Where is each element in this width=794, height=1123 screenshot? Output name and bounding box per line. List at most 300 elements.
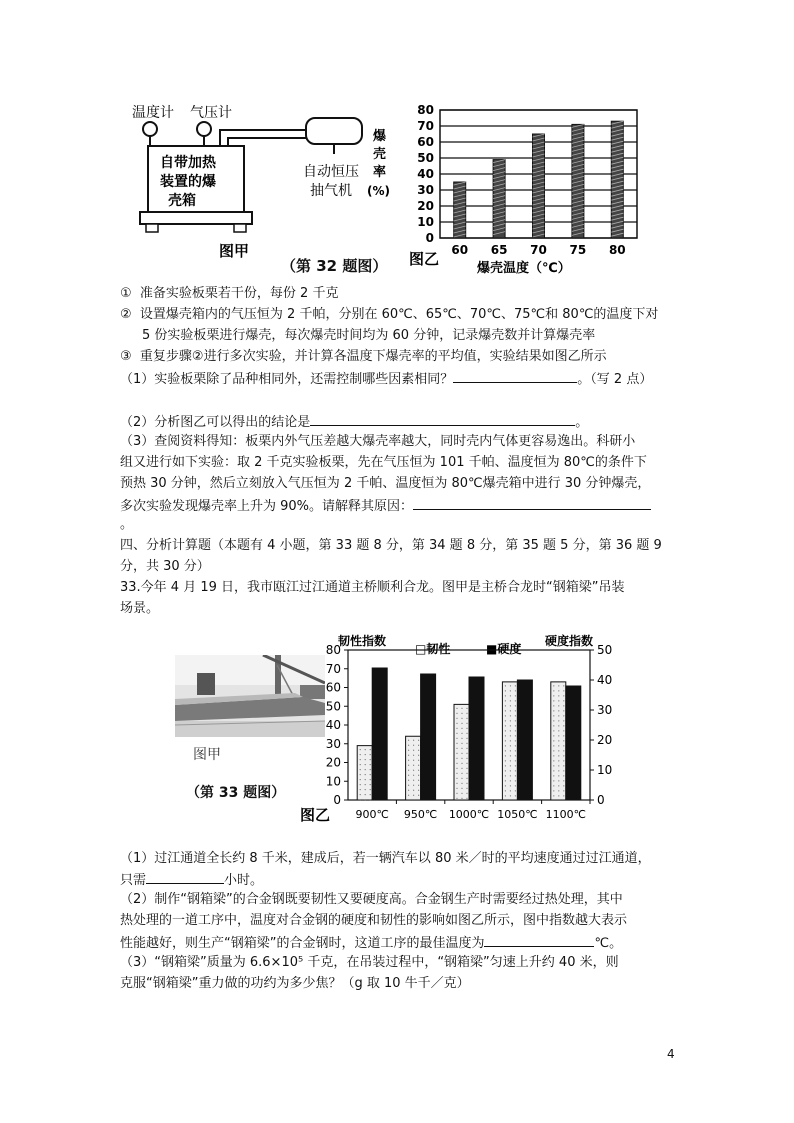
bar-dot <box>553 785 554 786</box>
bar-dot <box>418 740 419 741</box>
bar-dot <box>456 778 457 779</box>
bar-dot <box>510 685 511 686</box>
bar-dot <box>505 685 506 686</box>
bar-dot <box>558 725 559 726</box>
right-tick-label: 10 <box>597 763 613 777</box>
bar-dot <box>510 780 511 781</box>
hardness-bar <box>372 668 387 800</box>
bar-dot <box>370 764 371 765</box>
bar-dot <box>505 690 506 691</box>
bar-dot <box>370 749 371 750</box>
bar-dot <box>563 790 564 791</box>
bar-dot <box>408 775 409 776</box>
bar-dot <box>461 788 462 789</box>
bar-dot <box>563 725 564 726</box>
bar-dot <box>418 750 419 751</box>
bar-dot <box>515 720 516 721</box>
bar-dot <box>418 775 419 776</box>
bar-dot <box>466 718 467 719</box>
bar-dot <box>360 799 361 800</box>
ylabel-group <box>367 128 390 198</box>
bar-dot <box>461 758 462 759</box>
bar-dot <box>461 748 462 749</box>
thermometer-label: 温度计 <box>132 105 174 121</box>
bar-dot <box>408 795 409 796</box>
q33-intro-l2: 场景。 <box>120 601 160 616</box>
bar-dot <box>515 780 516 781</box>
bar-dot <box>563 750 564 751</box>
bar-dot <box>461 778 462 779</box>
bar-dot <box>505 760 506 761</box>
q32-sub3-l1: （3）查阅资料得知：板栗内外气压差越大爆壳率越大，同时壳内气体更容易逸出。科研小 <box>120 434 636 449</box>
bar-dot <box>370 769 371 770</box>
ylabel-char-2: 壳 <box>373 147 387 162</box>
q33-sub2-l3: 性能越好，则生产“钢箱梁”的合金钢时，这道工序的最佳温度为 ℃。 <box>120 933 622 953</box>
svg-text:装置的爆: 装置的爆 <box>160 174 216 190</box>
chart33-fig-label: 图乙 <box>300 806 331 824</box>
bar-dot <box>466 778 467 779</box>
bar-dot <box>461 793 462 794</box>
bar-dot <box>553 770 554 771</box>
bar-dot <box>466 723 467 724</box>
chart-temperature-effect <box>298 632 628 832</box>
bar-dot <box>413 755 414 756</box>
bar-dot <box>418 785 419 786</box>
bar-dot <box>558 755 559 756</box>
bar-dot <box>563 795 564 796</box>
y-tick-label: 20 <box>417 199 434 213</box>
answer-blank-2[interactable] <box>310 412 575 426</box>
bar-dot <box>413 790 414 791</box>
barometer-label: 气压计 <box>190 105 232 121</box>
q33-sub3-l1: （3）“钢箱梁”质量为 6.6×10⁵ 千克，在吊装过程中，“钢箱梁”匀速上升约 40 米，则 <box>120 955 619 970</box>
bar-dot <box>553 760 554 761</box>
bar-dot <box>553 750 554 751</box>
x-tick-label: 80 <box>608 243 626 257</box>
bar-dot <box>466 793 467 794</box>
bar-dot <box>365 799 366 800</box>
bar-dot <box>365 754 366 755</box>
bar-dot <box>510 730 511 731</box>
y-tick-label: 0 <box>425 231 434 245</box>
bar-dot <box>563 775 564 776</box>
bar-dot <box>558 710 559 711</box>
bar-dot <box>515 765 516 766</box>
bar-dot <box>456 713 457 714</box>
bar-dot <box>515 685 516 686</box>
bar-dot <box>563 685 564 686</box>
bar-dot <box>505 780 506 781</box>
bar-dot <box>515 770 516 771</box>
bar-dot <box>461 708 462 709</box>
left-tick-label: 30 <box>325 736 341 751</box>
fig-label-jia: 图甲 <box>219 242 250 260</box>
left-tick-label: 0 <box>333 793 341 807</box>
bar-dot <box>558 775 559 776</box>
bar-dot <box>553 725 554 726</box>
bar-dot <box>456 788 457 789</box>
bar-dot <box>505 770 506 771</box>
bar-dot <box>505 745 506 746</box>
bar-dot <box>558 735 559 736</box>
bar-dot <box>413 765 414 766</box>
thermometer-icon <box>143 122 157 136</box>
left-tick-label: 10 <box>325 774 341 789</box>
bar-dot <box>456 758 457 759</box>
answer-blank-4[interactable] <box>146 870 224 884</box>
bar-dot <box>360 794 361 795</box>
bar-dot <box>515 775 516 776</box>
bar-dot <box>505 790 506 791</box>
y-tick-label: 80 <box>417 103 434 117</box>
pump-tank <box>306 118 362 144</box>
bar-dot <box>558 765 559 766</box>
bar-dot <box>553 710 554 711</box>
bar-dot <box>456 733 457 734</box>
bar-dot <box>563 780 564 781</box>
bar-dot <box>360 754 361 755</box>
bar-dot <box>558 740 559 741</box>
bar-dot <box>510 740 511 741</box>
bar-dot <box>563 695 564 696</box>
q32-sub3-l2: 组又进行如下实验：取 2 千克实验板栗，先在气压恒为 101 千帕、温度恒为 80℃的条件下 <box>120 455 647 470</box>
bar-dot <box>365 794 366 795</box>
bar-dot <box>515 760 516 761</box>
bar-dot <box>461 743 462 744</box>
bar-dot <box>370 784 371 785</box>
bar-dot <box>461 713 462 714</box>
bar-dot <box>413 770 414 771</box>
bar-dot <box>510 775 511 776</box>
bar-dot <box>365 759 366 760</box>
bar-dot <box>370 774 371 775</box>
bar-dot <box>461 723 462 724</box>
bar-dot <box>461 753 462 754</box>
x-tick-label: 1000℃ <box>448 808 490 821</box>
bar-dot <box>553 720 554 721</box>
bar-dot <box>466 763 467 764</box>
bar-dot <box>505 735 506 736</box>
svg-text:抽气机: 抽气机 <box>310 183 352 199</box>
bar-dot <box>510 690 511 691</box>
bar-dot <box>515 790 516 791</box>
bar-dot <box>510 695 511 696</box>
box-base <box>140 212 252 224</box>
bar-dot <box>408 790 409 791</box>
answer-blank-3[interactable] <box>413 496 651 510</box>
bar-dot <box>553 730 554 731</box>
bar-dot <box>456 743 457 744</box>
bar-dot <box>505 710 506 711</box>
bar-dot <box>456 783 457 784</box>
bar-dot <box>365 789 366 790</box>
bar-dot <box>505 725 506 726</box>
bar-dot <box>515 705 516 706</box>
bar-dot <box>563 700 564 701</box>
bar-dot <box>558 705 559 706</box>
x-tick-label: 1100℃ <box>545 808 586 821</box>
bar-dot <box>553 745 554 746</box>
bar-dot <box>558 785 559 786</box>
bar-dot <box>558 685 559 686</box>
bar-dot <box>563 785 564 786</box>
bar-dot <box>418 780 419 781</box>
bar-dot <box>461 738 462 739</box>
bar-dot <box>515 795 516 796</box>
bar-dot <box>515 740 516 741</box>
bar-dot <box>558 720 559 721</box>
bar-dot <box>360 789 361 790</box>
right-tick-label: 30 <box>597 703 613 717</box>
q32-sub3-end: 。 <box>120 517 134 532</box>
legend-toughness: □韧性 <box>415 642 451 656</box>
bar-dot <box>456 768 457 769</box>
q33-sub2-l2: 热处理的一道工序中，温度对合金钢的硬度和韧性的影响如图乙所示，图中指数越大表示 <box>120 913 628 928</box>
bar-dot <box>558 690 559 691</box>
bar-dot <box>558 700 559 701</box>
bar-dot <box>413 785 414 786</box>
y-tick-label: 40 <box>417 167 434 181</box>
bar-dot <box>365 769 366 770</box>
bar-dot <box>510 735 511 736</box>
q32-sub1: （1）实验板栗除了品种相同外，还需控制哪些因素相同？ 。（写 2 点） <box>120 369 652 389</box>
hardness-bar <box>469 677 484 800</box>
left-tick-label: 80 <box>325 643 341 657</box>
bar-dot <box>563 740 564 741</box>
bar-dot <box>558 795 559 796</box>
bar-dot <box>418 755 419 756</box>
chart32-xlabel: 爆壳温度（℃） <box>477 261 571 276</box>
bar-dot <box>505 755 506 756</box>
bar-dot <box>466 773 467 774</box>
q32-step3: ③ 重复步骤②进行多次实验，并计算各温度下爆壳率的平均值，实验结果如图乙所示 <box>120 349 607 364</box>
bar-dot <box>408 740 409 741</box>
bar-dot <box>553 690 554 691</box>
fig32-caption: （第 32 题图） <box>281 257 388 275</box>
bar-dot <box>413 740 414 741</box>
bar-dot <box>515 700 516 701</box>
bar-dot <box>418 765 419 766</box>
bar-dot <box>563 760 564 761</box>
bar-dot <box>365 784 366 785</box>
bar-dot <box>558 695 559 696</box>
bar-dot <box>515 750 516 751</box>
bar-dot <box>563 720 564 721</box>
bar-dot <box>505 715 506 716</box>
x-tick-label: 900℃ <box>355 808 389 821</box>
bar-dot <box>370 794 371 795</box>
bar-dot <box>553 700 554 701</box>
bar-dot <box>360 749 361 750</box>
bar-dot <box>413 775 414 776</box>
q32-sub3-l4: 多次实验发现爆壳率上升为 90%。请解释其原因： <box>120 496 651 516</box>
bar-dot <box>510 755 511 756</box>
bar-dot <box>365 764 366 765</box>
page-number: 4 <box>667 1047 675 1061</box>
bar-dot <box>408 765 409 766</box>
left-tick-label: 70 <box>325 661 341 676</box>
right-tick-label: 50 <box>597 643 613 657</box>
pump-label: 自动恒压 <box>303 164 359 180</box>
left-tick-label: 60 <box>325 680 341 695</box>
bar-dot <box>563 755 564 756</box>
bar-dot <box>466 743 467 744</box>
bar-dot <box>515 690 516 691</box>
bar-dot <box>505 695 506 696</box>
bar-dot <box>510 710 511 711</box>
bar-dot <box>558 760 559 761</box>
bar-dot <box>505 750 506 751</box>
q32-step1: ① 准备实验板栗若干份，每份 2 千克 <box>120 286 339 301</box>
bar-dot <box>515 715 516 716</box>
bar-dot <box>456 728 457 729</box>
hardness-bar <box>566 686 581 800</box>
bar-dot <box>408 770 409 771</box>
bar-dot <box>553 685 554 686</box>
q33-sub1-l1: （1）过江通道全长约 8 千米，建成后，若一辆汽车以 80 米／时的平均速度通过过江通道， <box>120 851 651 866</box>
bar-dot <box>408 750 409 751</box>
bar-dot <box>461 728 462 729</box>
bar-dot <box>563 745 564 746</box>
x-tick-label: 1050℃ <box>497 808 538 821</box>
section4-heading: 四、分析计算题（本题有 4 小题，第 33 题 8 分，第 34 题 8 分，第 35 题 5 分，第 36 题 9 <box>120 538 662 553</box>
bar-dot <box>558 750 559 751</box>
bar-dot <box>456 793 457 794</box>
chart32-fig-label: 图乙 <box>409 250 440 268</box>
bar-dot <box>456 708 457 709</box>
bar-dot <box>510 790 511 791</box>
answer-blank-5[interactable] <box>484 933 594 947</box>
bar-dot <box>510 720 511 721</box>
bar-dot <box>408 780 409 781</box>
bar-dot <box>365 774 366 775</box>
q33-sub1-l2: 只需 小时。 <box>120 870 263 890</box>
bar-dot <box>370 754 371 755</box>
bar-dot <box>466 733 467 734</box>
bar-dot <box>510 725 511 726</box>
bar-dot <box>461 773 462 774</box>
bar-dot <box>558 780 559 781</box>
bar-dot <box>510 745 511 746</box>
bar-dot <box>505 705 506 706</box>
bar-dot <box>505 740 506 741</box>
bar-dot <box>456 753 457 754</box>
bar-dot <box>558 790 559 791</box>
bar-dot <box>408 745 409 746</box>
bar-dot <box>408 755 409 756</box>
q33-caption: （第 33 题图） <box>186 785 286 801</box>
q32-sub2: （2）分析图乙可以得出的结论是 。 <box>120 412 588 432</box>
bar-dot <box>553 775 554 776</box>
bar-dot <box>563 715 564 716</box>
right-tick-label: 40 <box>597 673 613 687</box>
q33-sub3-l2: 克服“钢箱梁”重力做的功约为多少焦？（g 取 10 牛千／克） <box>120 976 470 991</box>
left-tick-label: 20 <box>325 755 341 770</box>
bar-dot <box>510 770 511 771</box>
bar-dot <box>515 710 516 711</box>
bar-dot <box>558 715 559 716</box>
bar-dot <box>505 785 506 786</box>
bar-dot <box>370 799 371 800</box>
bar-dot <box>510 700 511 701</box>
y-tick-label: 60 <box>417 135 434 149</box>
bar-dot <box>553 740 554 741</box>
bar-dot <box>505 730 506 731</box>
bar-dot <box>461 768 462 769</box>
q32-step2-cont: 5 份实验板栗进行爆壳，每次爆壳时间均为 60 分钟，记录爆壳数并计算爆壳率 <box>142 328 596 343</box>
bar-dot <box>456 718 457 719</box>
toughness-bar <box>357 746 372 800</box>
ylabel-char-3: 率 <box>373 165 387 180</box>
bar-dot <box>360 779 361 780</box>
bar-dot <box>505 795 506 796</box>
y-tick-label: 10 <box>417 215 434 229</box>
bar-dot <box>505 765 506 766</box>
bar-dot <box>461 733 462 734</box>
bar-dot <box>553 695 554 696</box>
legend-hardness: ■硬度 <box>486 642 522 656</box>
y-tick-label: 70 <box>417 119 434 133</box>
bar-dot <box>413 750 414 751</box>
bar-dot <box>408 760 409 761</box>
bar-dot <box>418 790 419 791</box>
q33-sub2-l1: （2）制作“钢箱梁”的合金钢既要韧性又要硬度高。合金钢生产时需要经过热处理，其中 <box>120 892 623 907</box>
answer-blank-1[interactable] <box>453 369 577 383</box>
bar-dot <box>510 750 511 751</box>
left-tick-label: 40 <box>325 718 341 732</box>
bar-dot <box>418 745 419 746</box>
bar-dot <box>360 784 361 785</box>
bar-dot <box>505 700 506 701</box>
bar-dot <box>370 789 371 790</box>
bar-dot <box>563 735 564 736</box>
bar-dot <box>456 763 457 764</box>
bar-dot <box>456 738 457 739</box>
bar-dot <box>456 723 457 724</box>
q33-photo-label: 图甲 <box>193 747 221 763</box>
y-tick-label: 30 <box>417 183 434 197</box>
right-axis-title: 硬度指数 <box>545 634 594 648</box>
bar-dot <box>510 785 511 786</box>
bar-dot <box>360 764 361 765</box>
right-tick-label: 0 <box>597 793 605 807</box>
q32-sub3-l3: 预热 30 分钟，然后立刻放入气压恒为 2 千帕、温度恒为 80℃爆壳箱中进行 30 分钟爆壳， <box>120 476 651 491</box>
bar-dot <box>563 705 564 706</box>
bar-dot <box>456 773 457 774</box>
section4-heading-cont: 分，共 30 分） <box>120 559 210 574</box>
barometer-icon <box>197 122 211 136</box>
bar-dot <box>418 770 419 771</box>
bar-dot <box>365 779 366 780</box>
bar-dot <box>553 735 554 736</box>
bar-dot <box>510 795 511 796</box>
bar-dot <box>418 795 419 796</box>
left-tick-label: 50 <box>325 699 341 714</box>
bar-dot <box>563 710 564 711</box>
ylabel-char-1: 爆 <box>373 129 387 144</box>
bar-dot <box>466 798 467 799</box>
left-axis-title: 韧性指数 <box>338 634 387 648</box>
chart-burst-rate <box>365 98 655 278</box>
hardness-bar <box>517 680 532 800</box>
bar-dot <box>466 748 467 749</box>
svg-text:自带加热: 自带加热 <box>160 155 216 171</box>
bar-dot <box>466 738 467 739</box>
bar-dot <box>553 790 554 791</box>
bar-dot <box>360 759 361 760</box>
bar-dot <box>515 725 516 726</box>
bar-dot <box>370 779 371 780</box>
